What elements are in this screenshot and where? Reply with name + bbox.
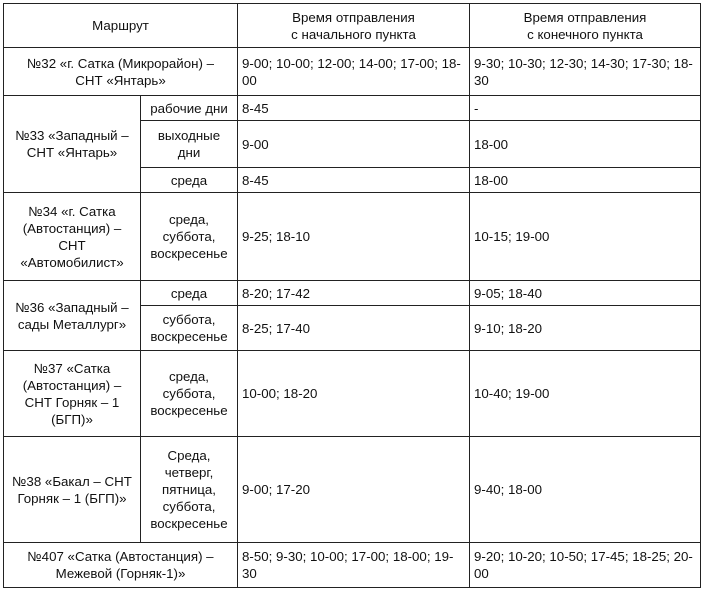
header-row — [4, 4, 701, 48]
route-36-wednesday-start: 8-20; 17-42 — [238, 281, 470, 306]
route-33-days-wednesday: среда — [141, 168, 238, 193]
route-33-wednesday-start: 8-45 — [238, 168, 470, 193]
route-38-days: Среда, четверг, пятница, суббота, воскресенье — [141, 437, 238, 543]
route-34-end-times: 10-15; 19-00 — [470, 193, 701, 281]
route-36-weekend-start: 8-25; 17-40 — [238, 306, 470, 351]
route-34-name: №34 «г. Сатка (Автостанция) – СНТ «Автомобилист» — [4, 193, 141, 281]
route-37-name: №37 «Сатка (Автостанция) – СНТ Горняк – 1 (БГП)» — [4, 351, 141, 437]
bus-schedule-table — [3, 3, 701, 588]
route-34-start-times: 9-25; 18-10 — [238, 193, 470, 281]
route-32-end-times: 9-30; 10-30; 12-30; 14-30; 17-30; 18-30 — [470, 48, 701, 96]
route-33-weekend-start: 9-00 — [238, 121, 470, 168]
route-33-weekdays-end: - — [470, 96, 701, 121]
route-38-name: №38 «Бакал – СНТ Горняк – 1 (БГП)» — [4, 437, 141, 543]
route-36-weekend-end: 9-10; 18-20 — [470, 306, 701, 351]
route-38-end-times: 9-40; 18-00 — [470, 437, 701, 543]
route-33-days-weekend: выходные дни — [141, 121, 238, 168]
route-36-wednesday-end: 9-05; 18-40 — [470, 281, 701, 306]
route-37-end-times: 10-40; 19-00 — [470, 351, 701, 437]
route-407-end-times: 9-20; 10-20; 10-50; 17-45; 18-25; 20-00 — [470, 543, 701, 588]
route-33-weekdays-start: 8-45 — [238, 96, 470, 121]
route-33-wednesday-end: 18-00 — [470, 168, 701, 193]
route-407-name: №407 «Сатка (Автостанция) – Межевой (Горняк-1)» — [4, 543, 238, 588]
header-route: Маршрут — [4, 4, 238, 48]
header-departure-start: Время отправления с начального пункта — [238, 4, 470, 48]
route-33-days-weekdays: рабочие дни — [141, 96, 238, 121]
route-36-days-weekend: суббота, воскресенье — [141, 306, 238, 351]
table-row — [4, 96, 701, 121]
route-37-days: среда, суббота, воскресенье — [141, 351, 238, 437]
table-row — [4, 48, 701, 96]
header-departure-end: Время отправления с конечного пункта — [470, 4, 701, 48]
table-row — [4, 193, 701, 281]
table-row — [4, 351, 701, 437]
route-36-name: №36 «Западный – сады Металлург» — [4, 281, 141, 351]
route-36-days-wednesday: среда — [141, 281, 238, 306]
route-407-start-times: 8-50; 9-30; 10-00; 17-00; 18-00; 19-30 — [238, 543, 470, 588]
table-row — [4, 543, 701, 588]
route-32-start-times: 9-00; 10-00; 12-00; 14-00; 17-00; 18-00 — [238, 48, 470, 96]
route-38-start-times: 9-00; 17-20 — [238, 437, 470, 543]
route-32-name: №32 «г. Сатка (Микрорайон) – СНТ «Янтарь» — [4, 48, 238, 96]
route-34-days: среда, суббота, воскресенье — [141, 193, 238, 281]
table-row — [4, 437, 701, 543]
route-33-weekend-end: 18-00 — [470, 121, 701, 168]
table-row — [4, 281, 701, 306]
route-33-name: №33 «Западный – СНТ «Янтарь» — [4, 96, 141, 193]
route-37-start-times: 10-00; 18-20 — [238, 351, 470, 437]
